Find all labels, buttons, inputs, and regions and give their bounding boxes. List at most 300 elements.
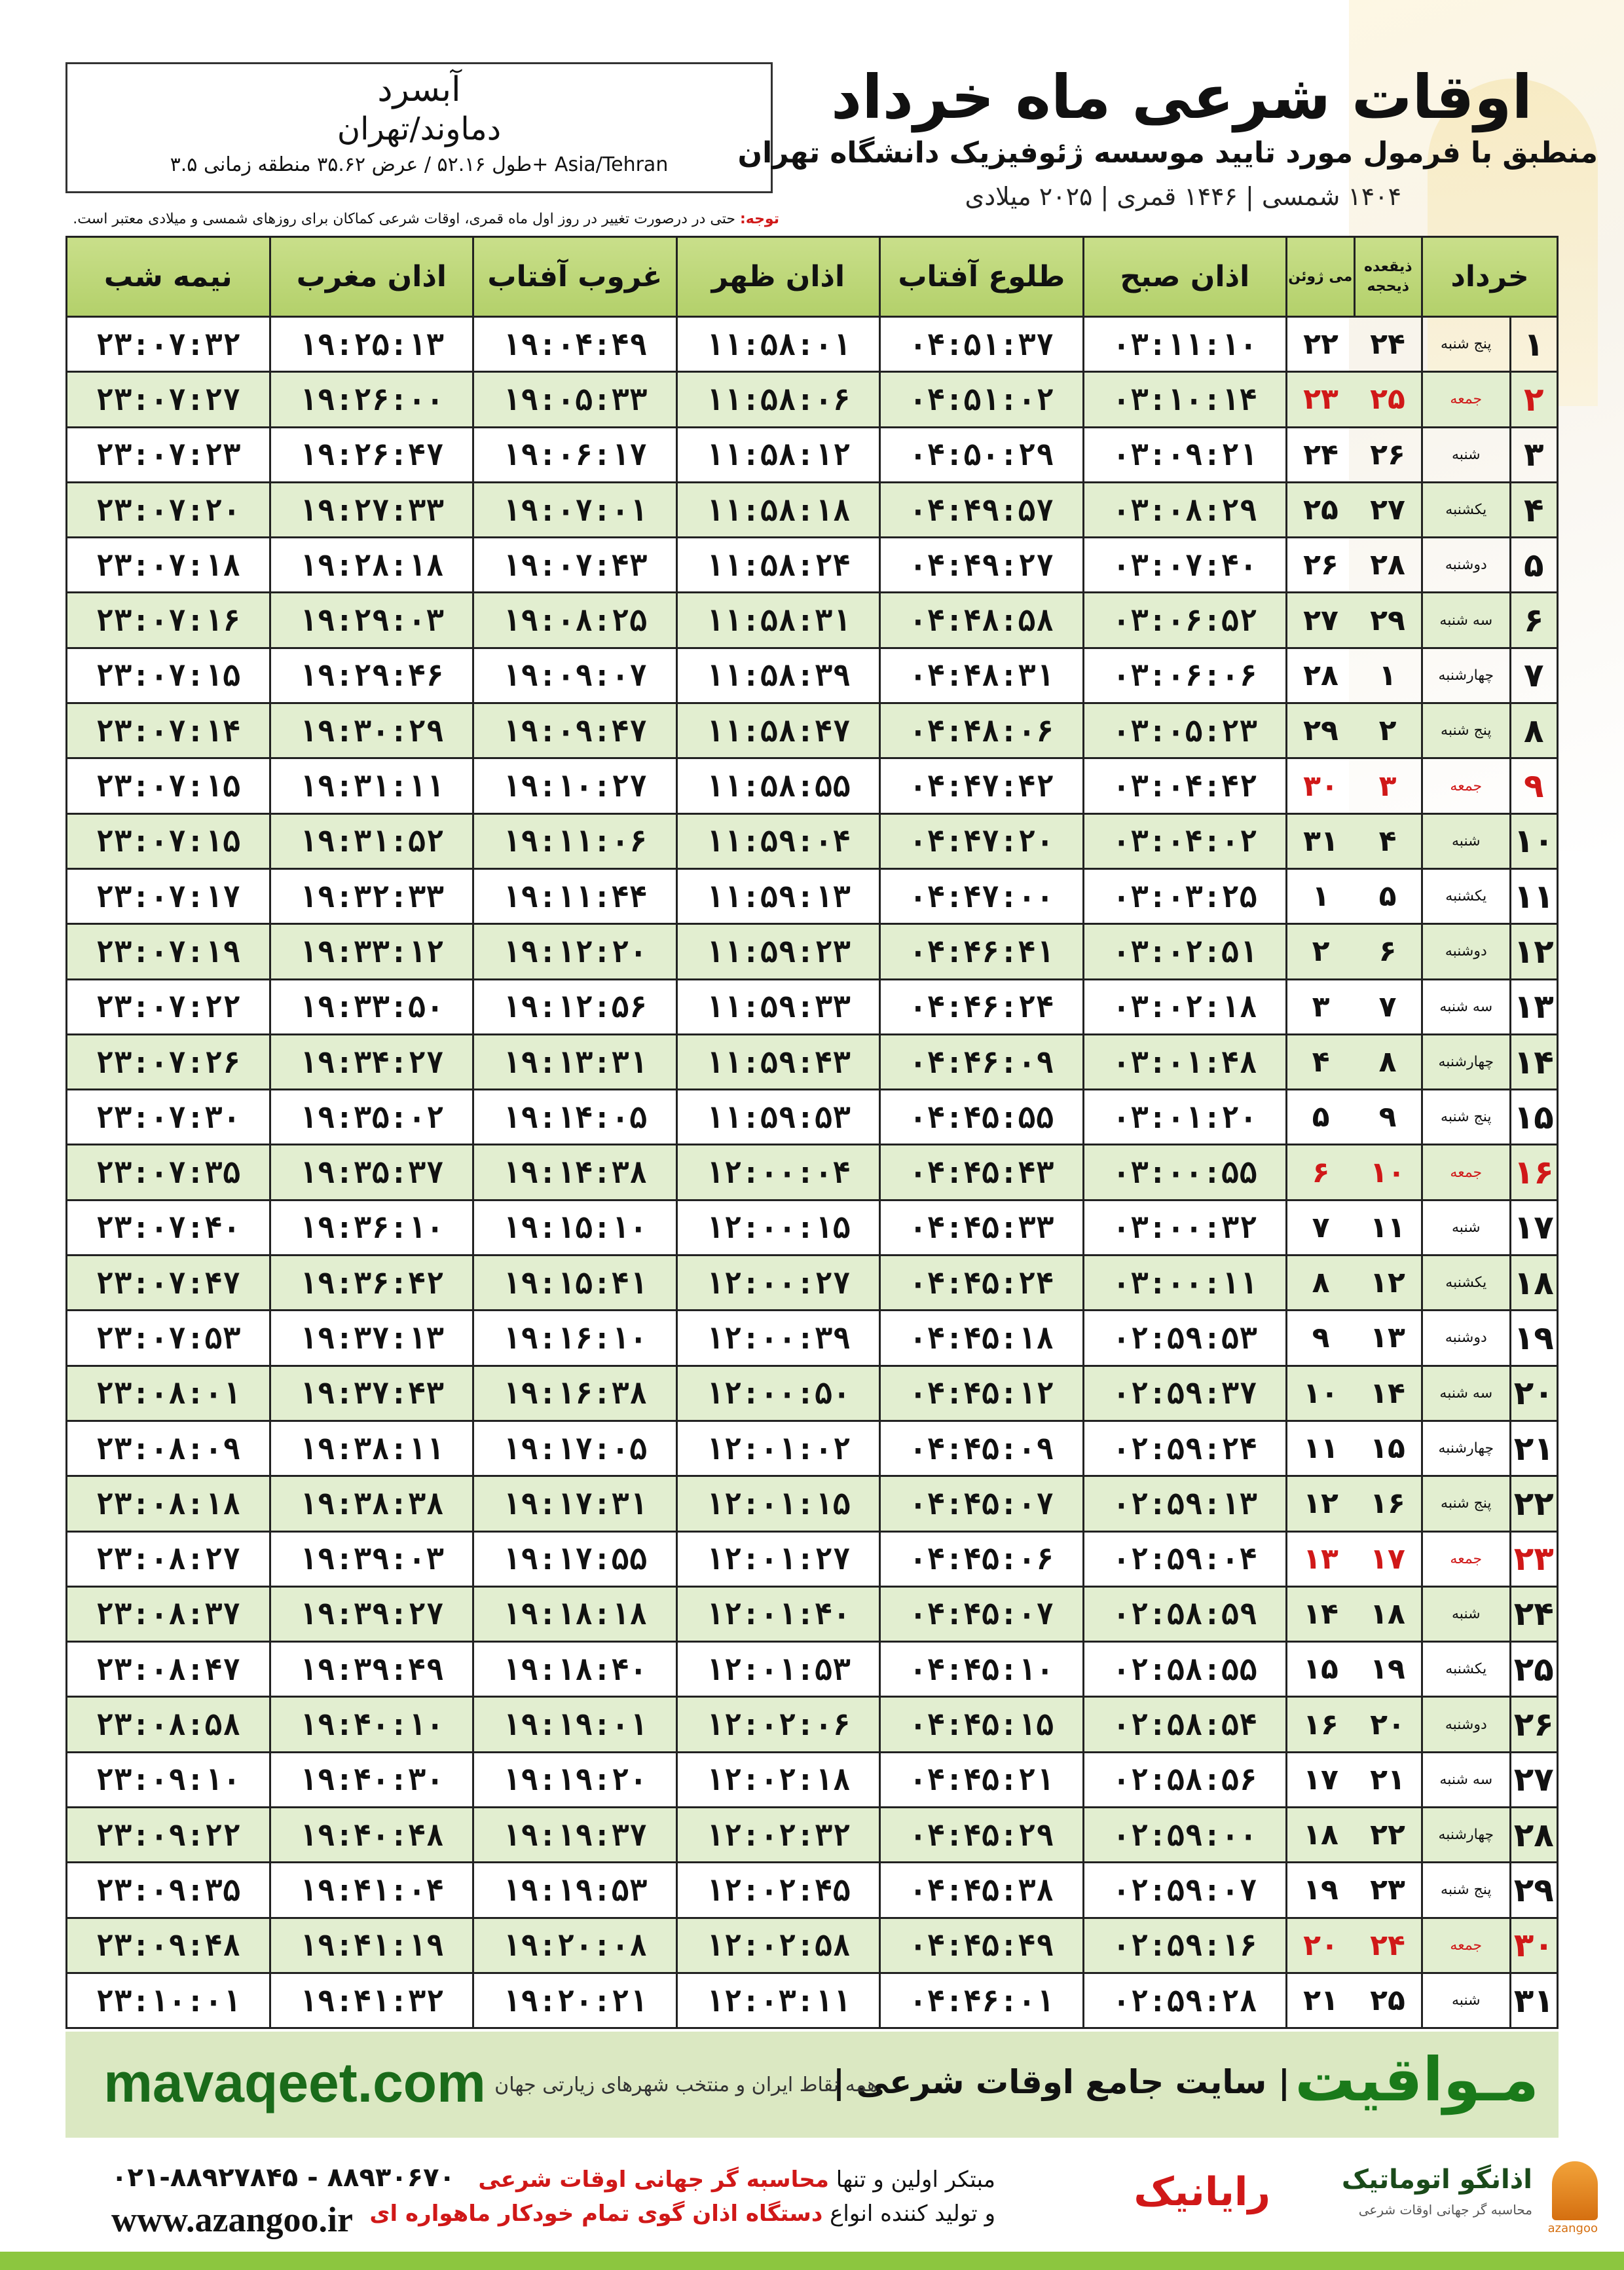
dhuhr-time: ۱۲:۰۰:۰۴ [676, 1145, 879, 1200]
gregorian-day: ۲۱ [1287, 1973, 1354, 2028]
fajr-time: ۰۳:۱۱:۱۰ [1083, 317, 1286, 372]
notice-text: حتی در درصورت تغییر در روز اول ماه قمری، اوقات شرعی کماکان برای روزهای شمسی و میلادی معتبر است. [73, 211, 735, 227]
fajr-time: ۰۳:۰۰:۱۱ [1083, 1256, 1286, 1311]
gregorian-day: ۱۳ [1287, 1531, 1354, 1586]
sunrise-time: ۰۴:۴۸:۵۸ [880, 593, 1083, 648]
table-row [67, 1256, 1558, 1311]
dhuhr-time: ۱۲:۰۲:۱۸ [676, 1752, 879, 1807]
table-body [67, 317, 1558, 2028]
brand-tagline: | سایت جامع اوقات شرعی | [832, 2063, 1290, 2101]
gregorian-day: ۱۲ [1287, 1476, 1354, 1531]
weekday: پنج شنبه [1422, 1863, 1511, 1918]
dhuhr-time: ۱۲:۰۱:۵۳ [676, 1642, 879, 1697]
dhuhr-time: ۱۲:۰۱:۱۵ [676, 1476, 879, 1531]
bottom-bar [0, 2252, 1624, 2270]
dhuhr-time: ۱۲:۰۰:۲۷ [676, 1256, 879, 1311]
hijri-day: ۲۹ [1354, 593, 1422, 648]
maghrib-time: ۱۹:۳۳:۵۰ [270, 979, 473, 1034]
sunrise-time: ۰۴:۴۶:۲۴ [880, 979, 1083, 1034]
midnight-time: ۲۳:۰۹:۳۵ [67, 1863, 270, 1918]
maghrib-time: ۱۹:۴۰:۴۸ [270, 1808, 473, 1863]
gregorian-day: ۱۵ [1287, 1642, 1354, 1697]
footer-line-1 [478, 2167, 995, 2193]
table-row [67, 1863, 1558, 1918]
table-row [67, 758, 1558, 813]
dhuhr-time: ۱۲:۰۳:۱۱ [676, 1973, 879, 2028]
sunset-time: ۱۹:۱۰:۲۷ [473, 758, 676, 813]
col-sunset: غروب آفتاب [473, 237, 676, 317]
maghrib-time: ۱۹:۳۹:۴۹ [270, 1642, 473, 1697]
maghrib-time: ۱۹:۳۹:۰۳ [270, 1531, 473, 1586]
midnight-time: ۲۳:۰۸:۳۷ [67, 1586, 270, 1641]
hijri-day: ۲۵ [1354, 372, 1422, 427]
maghrib-time: ۱۹:۲۹:۴۶ [270, 648, 473, 703]
weekday: جمعه [1422, 1531, 1511, 1586]
hijri-day: ۲۴ [1354, 317, 1422, 372]
fajr-time: ۰۲:۵۹:۱۶ [1083, 1918, 1286, 1973]
gregorian-day: ۱۹ [1287, 1863, 1354, 1918]
dhuhr-time: ۱۱:۵۸:۱۲ [676, 427, 879, 482]
sunset-time: ۱۹:۲۰:۰۸ [473, 1918, 676, 1973]
sunrise-time: ۰۴:۴۵:۰۷ [880, 1476, 1083, 1531]
col-hijri: ذیقعده ذیحجه [1354, 237, 1422, 317]
fajr-time: ۰۲:۵۹:۲۴ [1083, 1421, 1286, 1476]
midnight-time: ۲۳:۰۷:۱۵ [67, 648, 270, 703]
hijri-day: ۷ [1354, 979, 1422, 1034]
dhuhr-time: ۱۱:۵۸:۵۵ [676, 758, 879, 813]
dhuhr-time: ۱۲:۰۱:۰۲ [676, 1421, 879, 1476]
sunset-time: ۱۹:۱۲:۲۰ [473, 924, 676, 979]
sunset-time: ۱۹:۱۸:۱۸ [473, 1586, 676, 1641]
midnight-time: ۲۳:۰۷:۱۶ [67, 593, 270, 648]
maghrib-time: ۱۹:۳۵:۰۲ [270, 1090, 473, 1145]
fajr-time: ۰۳:۰۹:۲۱ [1083, 427, 1286, 482]
fajr-time: ۰۲:۵۹:۰۴ [1083, 1531, 1286, 1586]
sunset-time: ۱۹:۰۴:۴۹ [473, 317, 676, 372]
sunrise-time: ۰۴:۴۹:۲۷ [880, 538, 1083, 593]
midnight-time: ۲۳:۰۷:۴۰ [67, 1200, 270, 1255]
day-number: ۲۷ [1510, 1752, 1557, 1807]
weekday: سه شنبه [1422, 593, 1511, 648]
dhuhr-time: ۱۲:۰۱:۴۰ [676, 1586, 879, 1641]
maghrib-time: ۱۹:۲۶:۰۰ [270, 372, 473, 427]
maghrib-time: ۱۹:۳۱:۱۱ [270, 758, 473, 813]
page-subtitle: منطبق با فرمول مورد تایید موسسه ژئوفیزیک دانشگاه تهران [737, 136, 1598, 170]
midnight-time: ۲۳:۰۸:۰۱ [67, 1366, 270, 1421]
weekday: یکشنبه [1422, 482, 1511, 537]
dhuhr-time: ۱۲:۰۲:۵۸ [676, 1918, 879, 1973]
day-number: ۶ [1510, 593, 1557, 648]
sunrise-time: ۰۴:۴۵:۴۳ [880, 1145, 1083, 1200]
fajr-time: ۰۳:۰۰:۳۲ [1083, 1200, 1286, 1255]
table-row [67, 1476, 1558, 1531]
weekday: جمعه [1422, 372, 1511, 427]
sunrise-time: ۰۴:۴۵:۱۲ [880, 1366, 1083, 1421]
midnight-time: ۲۳:۰۸:۵۸ [67, 1697, 270, 1752]
hijri-day: ۱۱ [1354, 1200, 1422, 1255]
maghrib-time: ۱۹:۳۵:۳۷ [270, 1145, 473, 1200]
sunrise-time: ۰۴:۴۷:۴۲ [880, 758, 1083, 813]
fajr-time: ۰۲:۵۹:۲۸ [1083, 1973, 1286, 2028]
midnight-time: ۲۳:۰۷:۱۵ [67, 758, 270, 813]
footer-line-2 [369, 2201, 995, 2227]
gregorian-day: ۲۴ [1287, 427, 1354, 482]
maghrib-time: ۱۹:۴۱:۳۲ [270, 1973, 473, 2028]
hijri-day: ۲۴ [1354, 1918, 1422, 1973]
maghrib-time: ۱۹:۳۴:۲۷ [270, 1034, 473, 1089]
sunset-time: ۱۹:۱۹:۲۰ [473, 1752, 676, 1807]
weekday: پنج شنبه [1422, 1090, 1511, 1145]
weekday: جمعه [1422, 1918, 1511, 1973]
table-row [67, 1586, 1558, 1641]
gregorian-day: ۹ [1287, 1311, 1354, 1366]
sunset-time: ۱۹:۱۸:۴۰ [473, 1642, 676, 1697]
gregorian-day: ۲۲ [1287, 317, 1354, 372]
gregorian-day: ۸ [1287, 1256, 1354, 1311]
sunrise-time: ۰۴:۴۵:۲۱ [880, 1752, 1083, 1807]
midnight-time: ۲۳:۰۷:۳۵ [67, 1145, 270, 1200]
table-row [67, 868, 1558, 923]
hijri-day: ۱۳ [1354, 1311, 1422, 1366]
col-sunrise: طلوع آفتاب [880, 237, 1083, 317]
location-box [65, 62, 773, 193]
weekday: شنبه [1422, 1973, 1511, 2028]
day-number: ۱۰ [1510, 813, 1557, 868]
table-row [67, 1200, 1558, 1255]
sunrise-time: ۰۴:۴۶:۰۱ [880, 1973, 1083, 2028]
midnight-time: ۲۳:۰۹:۲۲ [67, 1808, 270, 1863]
sunset-time: ۱۹:۰۶:۱۷ [473, 427, 676, 482]
weekday: یکشنبه [1422, 1256, 1511, 1311]
site-url[interactable]: mavaqeet.com [103, 2052, 486, 2113]
sunrise-time: ۰۴:۴۵:۰۷ [880, 1586, 1083, 1641]
dhuhr-time: ۱۱:۵۹:۴۳ [676, 1034, 879, 1089]
dhuhr-time: ۱۱:۵۹:۳۳ [676, 979, 879, 1034]
midnight-time: ۲۳:۰۷:۴۷ [67, 1256, 270, 1311]
phone-numbers: ۰۲۱-۸۸۹۲۷۸۴۵ - ۸۸۹۳۰۶۷۰ [111, 2163, 455, 2193]
table-row [67, 1366, 1558, 1421]
day-number: ۳۰ [1510, 1918, 1557, 1973]
sunset-time: ۱۹:۱۴:۰۵ [473, 1090, 676, 1145]
dhuhr-time: ۱۱:۵۹:۵۳ [676, 1090, 879, 1145]
maghrib-time: ۱۹:۳۳:۱۲ [270, 924, 473, 979]
hijri-day: ۱ [1354, 648, 1422, 703]
table-row [67, 924, 1558, 979]
dhuhr-time: ۱۱:۵۸:۲۴ [676, 538, 879, 593]
dhuhr-time: ۱۲:۰۲:۰۶ [676, 1697, 879, 1752]
dhuhr-time: ۱۱:۵۸:۱۸ [676, 482, 879, 537]
table-row [67, 593, 1558, 648]
hijri-day: ۶ [1354, 924, 1422, 979]
table-row [67, 372, 1558, 427]
day-number: ۲۵ [1510, 1642, 1557, 1697]
dhuhr-time: ۱۲:۰۲:۴۵ [676, 1863, 879, 1918]
sunset-time: ۱۹:۰۹:۰۷ [473, 648, 676, 703]
hijri-day: ۲۳ [1354, 1863, 1422, 1918]
weekday: پنج شنبه [1422, 317, 1511, 372]
sunset-time: ۱۹:۱۹:۵۳ [473, 1863, 676, 1918]
dhuhr-time: ۱۲:۰۰:۵۰ [676, 1366, 879, 1421]
sunrise-time: ۰۴:۴۶:۰۹ [880, 1034, 1083, 1089]
location-coords: طول ۵۲.۱۶ / عرض ۳۵.۶۲ منطقه زمانی ۳.۵+ Asia/Tehran [170, 153, 669, 176]
dhuhr-time: ۱۱:۵۹:۰۴ [676, 813, 879, 868]
notice-label: توجه: [739, 211, 779, 227]
midnight-time: ۲۳:۰۷:۱۴ [67, 703, 270, 758]
fajr-time: ۰۳:۰۴:۴۲ [1083, 758, 1286, 813]
table-row [67, 1421, 1558, 1476]
midnight-time: ۲۳:۰۷:۲۰ [67, 482, 270, 537]
brand-subtagline: همه نقاط ایران و منتخب شهرهای زیارتی جهان [494, 2074, 877, 2096]
table-row [67, 979, 1558, 1034]
weekday: یکشنبه [1422, 868, 1511, 923]
sunrise-time: ۰۴:۴۵:۳۸ [880, 1863, 1083, 1918]
fajr-time: ۰۲:۵۸:۵۶ [1083, 1752, 1286, 1807]
gregorian-day: ۱۶ [1287, 1697, 1354, 1752]
fajr-time: ۰۳:۰۴:۰۲ [1083, 813, 1286, 868]
dhuhr-time: ۱۱:۵۸:۰۱ [676, 317, 879, 372]
weekday: پنج شنبه [1422, 703, 1511, 758]
day-number: ۹ [1510, 758, 1557, 813]
brand-logo: مـواقیت [1295, 2045, 1539, 2115]
day-number: ۱۹ [1510, 1311, 1557, 1366]
weekday: چهارشنبه [1422, 1421, 1511, 1476]
fajr-time: ۰۳:۰۱:۴۸ [1083, 1034, 1286, 1089]
sunrise-time: ۰۴:۵۰:۲۹ [880, 427, 1083, 482]
sunset-time: ۱۹:۰۸:۲۵ [473, 593, 676, 648]
weekday: سه شنبه [1422, 979, 1511, 1034]
sunset-time: ۱۹:۱۷:۵۵ [473, 1531, 676, 1586]
day-number: ۲۴ [1510, 1586, 1557, 1641]
fajr-time: ۰۳:۰۷:۴۰ [1083, 538, 1286, 593]
sunrise-time: ۰۴:۴۵:۳۳ [880, 1200, 1083, 1255]
col-month: خرداد [1422, 237, 1558, 317]
maghrib-time: ۱۹:۴۰:۱۰ [270, 1697, 473, 1752]
weekday: یکشنبه [1422, 1642, 1511, 1697]
day-number: ۱۶ [1510, 1145, 1557, 1200]
maghrib-time: ۱۹:۳۲:۳۳ [270, 868, 473, 923]
midnight-time: ۲۳:۰۷:۲۷ [67, 372, 270, 427]
midnight-time: ۲۳:۰۷:۲۲ [67, 979, 270, 1034]
gregorian-day: ۲۳ [1287, 372, 1354, 427]
footer-line-1-b: محاسبه گر جهانی اوقات شرعی [478, 2167, 829, 2193]
col-midnight: نیمه شب [67, 237, 270, 317]
dhuhr-time: ۱۲:۰۰:۱۵ [676, 1200, 879, 1255]
years-line: ۱۴۰۴ شمسی | ۱۴۴۶ قمری | ۲۰۲۵ میلادی [965, 182, 1401, 211]
day-number: ۲۳ [1510, 1531, 1557, 1586]
fajr-time: ۰۲:۵۸:۵۹ [1083, 1586, 1286, 1641]
table-row [67, 813, 1558, 868]
maghrib-time: ۱۹:۲۶:۴۷ [270, 427, 473, 482]
fajr-time: ۰۳:۱۰:۱۴ [1083, 372, 1286, 427]
maghrib-time: ۱۹:۳۷:۴۳ [270, 1366, 473, 1421]
fajr-time: ۰۲:۵۹:۵۳ [1083, 1311, 1286, 1366]
sunset-time: ۱۹:۱۹:۰۱ [473, 1697, 676, 1752]
gregorian-day: ۱۸ [1287, 1808, 1354, 1863]
gregorian-day: ۳۰ [1287, 758, 1354, 813]
sunset-time: ۱۹:۱۶:۱۰ [473, 1311, 676, 1366]
sunrise-time: ۰۴:۴۷:۰۰ [880, 868, 1083, 923]
maghrib-time: ۱۹:۳۸:۳۸ [270, 1476, 473, 1531]
day-number: ۲ [1510, 372, 1557, 427]
hijri-day: ۹ [1354, 1090, 1422, 1145]
notice [65, 211, 779, 227]
midnight-time: ۲۳:۰۷:۳۰ [67, 1090, 270, 1145]
sunset-time: ۱۹:۱۲:۵۶ [473, 979, 676, 1034]
midnight-time: ۲۳:۰۹:۱۰ [67, 1752, 270, 1807]
hijri-day: ۱۷ [1354, 1531, 1422, 1586]
weekday: شنبه [1422, 813, 1511, 868]
gregorian-day: ۵ [1287, 1090, 1354, 1145]
sunrise-time: ۰۴:۴۷:۲۰ [880, 813, 1083, 868]
fajr-time: ۰۳:۰۲:۱۸ [1083, 979, 1286, 1034]
fajr-time: ۰۳:۰۶:۰۶ [1083, 648, 1286, 703]
dhuhr-time: ۱۱:۵۸:۰۶ [676, 372, 879, 427]
sunset-time: ۱۹:۱۶:۳۸ [473, 1366, 676, 1421]
midnight-time: ۲۳:۰۷:۲۶ [67, 1034, 270, 1089]
day-number: ۷ [1510, 648, 1557, 703]
dhuhr-time: ۱۱:۵۸:۳۹ [676, 648, 879, 703]
day-number: ۱۳ [1510, 979, 1557, 1034]
hijri-day: ۱۸ [1354, 1586, 1422, 1641]
weekday: چهارشنبه [1422, 1034, 1511, 1089]
hijri-day: ۱۵ [1354, 1421, 1422, 1476]
table-row [67, 538, 1558, 593]
sunset-time: ۱۹:۰۹:۴۷ [473, 703, 676, 758]
sunset-time: ۱۹:۱۵:۴۱ [473, 1256, 676, 1311]
sunrise-time: ۰۴:۴۶:۴۱ [880, 924, 1083, 979]
prayer-times-table [65, 236, 1559, 2029]
sunset-time: ۱۹:۱۵:۱۰ [473, 1200, 676, 1255]
sunset-time: ۱۹:۱۱:۰۶ [473, 813, 676, 868]
hijri-day: ۲۰ [1354, 1697, 1422, 1752]
midnight-time: ۲۳:۰۸:۲۷ [67, 1531, 270, 1586]
dhuhr-time: ۱۱:۵۸:۴۷ [676, 703, 879, 758]
hijri-day: ۲۱ [1354, 1752, 1422, 1807]
gregorian-day: ۲ [1287, 924, 1354, 979]
midnight-time: ۲۳:۰۸:۴۷ [67, 1642, 270, 1697]
weekday: سه شنبه [1422, 1752, 1511, 1807]
hijri-day: ۲۶ [1354, 427, 1422, 482]
hijri-day: ۱۴ [1354, 1366, 1422, 1421]
gregorian-day: ۱ [1287, 868, 1354, 923]
table-row [67, 1642, 1558, 1697]
hijri-day: ۱۰ [1354, 1145, 1422, 1200]
midnight-time: ۲۳:۰۷:۱۹ [67, 924, 270, 979]
gregorian-day: ۱۴ [1287, 1586, 1354, 1641]
weekday: جمعه [1422, 1145, 1511, 1200]
sunset-time: ۱۹:۲۰:۲۱ [473, 1973, 676, 2028]
sunrise-time: ۰۴:۴۵:۰۶ [880, 1531, 1083, 1586]
sunrise-time: ۰۴:۵۱:۰۲ [880, 372, 1083, 427]
sunset-time: ۱۹:۱۱:۴۴ [473, 868, 676, 923]
sunset-time: ۱۹:۱۷:۰۵ [473, 1421, 676, 1476]
gregorian-day: ۲۶ [1287, 538, 1354, 593]
maghrib-time: ۱۹:۳۸:۱۱ [270, 1421, 473, 1476]
day-number: ۵ [1510, 538, 1557, 593]
table-row [67, 1034, 1558, 1089]
col-maghrib: اذان مغرب [270, 237, 473, 317]
day-number: ۱۲ [1510, 924, 1557, 979]
hijri-day: ۱۹ [1354, 1642, 1422, 1697]
table-row [67, 1752, 1558, 1807]
midnight-time: ۲۳:۰۷:۱۷ [67, 868, 270, 923]
table-row [67, 1531, 1558, 1586]
hijri-day: ۲۸ [1354, 538, 1422, 593]
table-row [67, 1808, 1558, 1863]
sunset-time: ۱۹:۱۴:۳۸ [473, 1145, 676, 1200]
fajr-time: ۰۳:۰۲:۵۱ [1083, 924, 1286, 979]
gregorian-day: ۶ [1287, 1145, 1354, 1200]
hijri-day: ۱۶ [1354, 1476, 1422, 1531]
midnight-time: ۲۳:۰۹:۴۸ [67, 1918, 270, 1973]
table-row [67, 1697, 1558, 1752]
weekday: پنج شنبه [1422, 1476, 1511, 1531]
gregorian-day: ۲۸ [1287, 648, 1354, 703]
sunrise-time: ۰۴:۴۵:۱۰ [880, 1642, 1083, 1697]
hijri-day: ۸ [1354, 1034, 1422, 1089]
col-greg: می ژوئن [1287, 237, 1354, 317]
table-row [67, 482, 1558, 537]
fajr-time: ۰۳:۰۱:۲۰ [1083, 1090, 1286, 1145]
day-number: ۲۱ [1510, 1421, 1557, 1476]
fajr-time: ۰۳:۰۸:۲۹ [1083, 482, 1286, 537]
maghrib-time: ۱۹:۳۷:۱۳ [270, 1311, 473, 1366]
day-number: ۱ [1510, 317, 1557, 372]
table-row [67, 1145, 1558, 1200]
day-number: ۱۵ [1510, 1090, 1557, 1145]
hijri-day: ۱۲ [1354, 1256, 1422, 1311]
page-title: اوقات شرعی ماه خرداد [831, 62, 1532, 132]
gregorian-day: ۲۰ [1287, 1918, 1354, 1973]
table-row [67, 427, 1558, 482]
sunset-time: ۱۹:۱۹:۳۷ [473, 1808, 676, 1863]
gregorian-day: ۱۰ [1287, 1366, 1354, 1421]
gregorian-day: ۱۷ [1287, 1752, 1354, 1807]
website-link[interactable]: www.azangoo.ir [111, 2200, 353, 2239]
fajr-time: ۰۳:۰۶:۵۲ [1083, 593, 1286, 648]
midnight-time: ۲۳:۱۰:۰۱ [67, 1973, 270, 2028]
footer-line-1-a: مبتکر اولین و تنها [836, 2167, 995, 2193]
day-number: ۱۱ [1510, 868, 1557, 923]
table-row [67, 648, 1558, 703]
day-number: ۳ [1510, 427, 1557, 482]
midnight-time: ۲۳:۰۷:۱۸ [67, 538, 270, 593]
fajr-time: ۰۳:۰۰:۵۵ [1083, 1145, 1286, 1200]
sunset-time: ۱۹:۰۷:۴۳ [473, 538, 676, 593]
day-number: ۲۰ [1510, 1366, 1557, 1421]
midnight-time: ۲۳:۰۸:۰۹ [67, 1421, 270, 1476]
midnight-time: ۲۳:۰۷:۵۳ [67, 1311, 270, 1366]
fajr-time: ۰۲:۵۹:۰۰ [1083, 1808, 1286, 1863]
fajr-time: ۰۲:۵۹:۰۷ [1083, 1863, 1286, 1918]
day-number: ۱۷ [1510, 1200, 1557, 1255]
day-number: ۲۲ [1510, 1476, 1557, 1531]
dhuhr-time: ۱۲:۰۱:۲۷ [676, 1531, 879, 1586]
gregorian-day: ۲۹ [1287, 703, 1354, 758]
gregorian-day: ۱۱ [1287, 1421, 1354, 1476]
maghrib-time: ۱۹:۴۱:۰۴ [270, 1863, 473, 1918]
day-number: ۴ [1510, 482, 1557, 537]
hijri-day: ۲۵ [1354, 1973, 1422, 2028]
fajr-time: ۰۲:۵۹:۱۳ [1083, 1476, 1286, 1531]
sunrise-time: ۰۴:۴۸:۰۶ [880, 703, 1083, 758]
gregorian-day: ۲۵ [1287, 482, 1354, 537]
weekday: چهارشنبه [1422, 648, 1511, 703]
day-number: ۲۹ [1510, 1863, 1557, 1918]
gregorian-day: ۷ [1287, 1200, 1354, 1255]
midnight-time: ۲۳:۰۷:۳۲ [67, 317, 270, 372]
dhuhr-time: ۱۱:۵۹:۱۳ [676, 868, 879, 923]
